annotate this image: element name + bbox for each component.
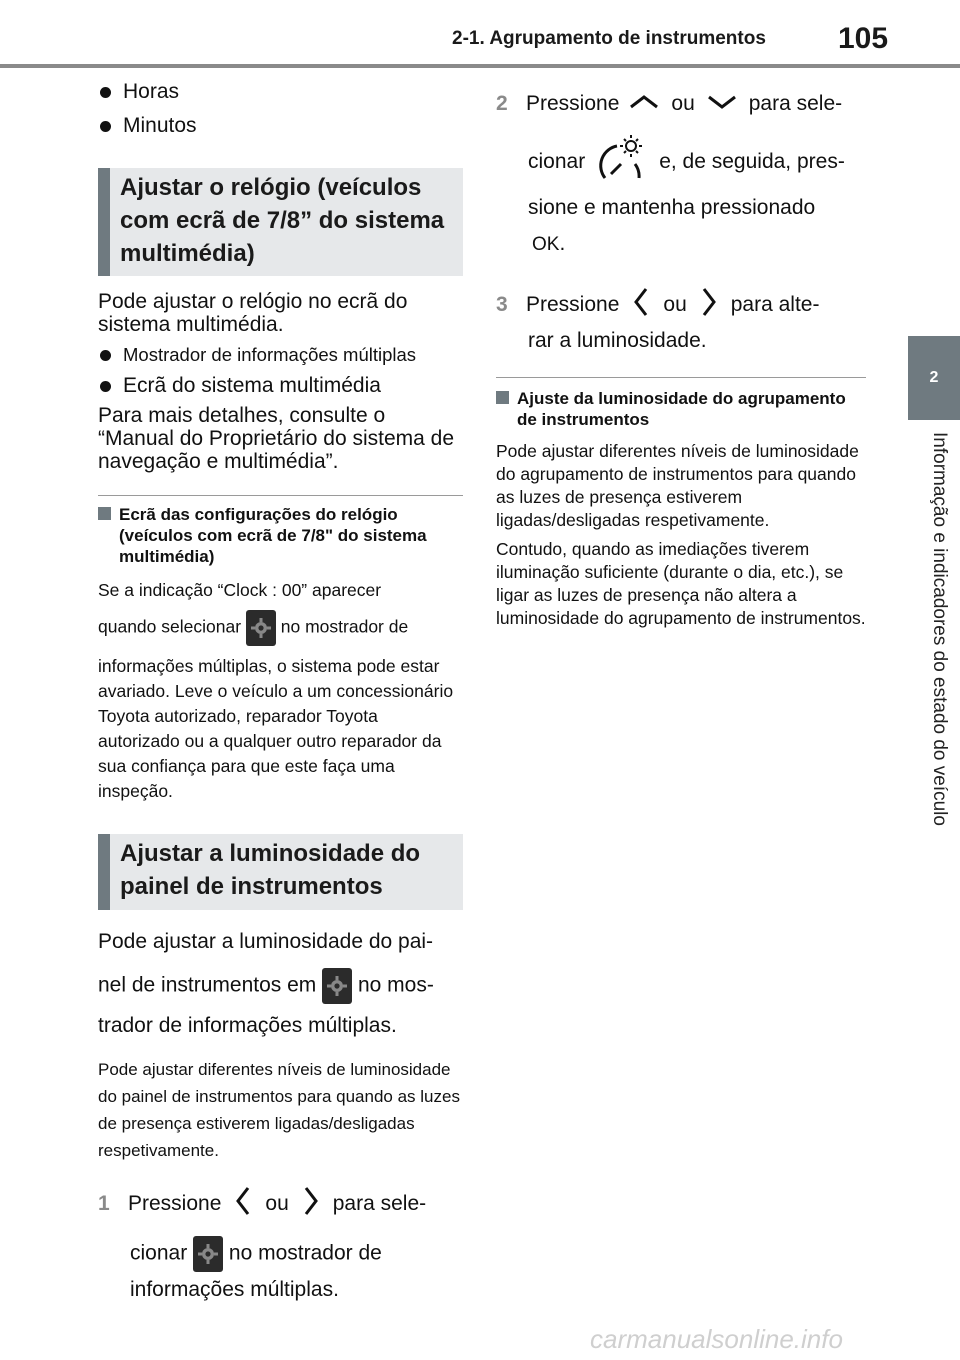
subsection-divider <box>98 495 463 496</box>
chevron-left-icon <box>235 1186 251 1222</box>
clock-warning-line-1: Se a indicação “Clock : 00” aparecer <box>98 580 382 600</box>
page-number: 105 <box>838 22 889 55</box>
subsection-heading-ecra-config: Ecrã das configurações do relógio (veículos com ecrã de 7/8" do sistema multimédia) <box>98 504 463 567</box>
square-marker-icon <box>98 507 111 520</box>
chevron-left-icon <box>633 287 649 323</box>
luminosidade-line-3: trador de informações múltiplas. <box>98 1014 397 1037</box>
step-2-line-3: sione e mantenha pressionado <box>528 196 816 219</box>
chevron-up-icon <box>629 92 659 116</box>
chevron-right-icon <box>701 287 717 323</box>
step-2-line-4: OK. <box>532 232 566 255</box>
section-heading-relogio: Ajustar o relógio (veículos com ecrã de 7/8” do sistema multimédia) <box>98 168 463 276</box>
step-number: 1 <box>98 1192 110 1215</box>
step-1-line-3: informações múltiplas. <box>130 1278 339 1301</box>
subsection-heading-ajuste: Ajuste da luminosidade do agrupamento de instrumentos <box>496 388 866 430</box>
right-column <box>496 88 866 630</box>
step-3: 3 Pressione ou para alte- <box>496 287 866 323</box>
bullet-ecra: Ecrã do sistema multimédia <box>100 374 463 398</box>
step-number: 2 <box>496 92 508 115</box>
step-1-line-2: cionar no mostrador de <box>130 1236 463 1272</box>
step-3-line-2: rar a luminosidade. <box>528 329 707 352</box>
luminosidade-line-1: Pode ajustar a luminosidade do pai- <box>98 930 434 953</box>
paragraph-ajuste-1: Pode ajustar diferentes níveis de luminosidade do agrupamento de instrumentos para quando as luzes de presença estiverem ligadas/desligadas respetivamente. <box>496 441 859 530</box>
settings-gear-icon <box>322 968 352 1004</box>
ok-button-icon: OK <box>532 234 560 255</box>
clock-warning-line-2: quando selecionar no mostrador de <box>98 610 463 646</box>
bullet-minutos: Minutos <box>100 114 463 138</box>
bullet-mostrador: Mostrador de informações múltiplas <box>100 344 463 366</box>
bullet-dot-icon <box>100 350 111 361</box>
step-2: 2 Pressione ou para sele- <box>496 92 843 115</box>
paragraph-relogio: Pode ajustar o relógio no ecrã do sistema multimédia. <box>98 290 408 336</box>
chapter-tab: 2 <box>908 336 960 420</box>
step-2-line-2: cionar e, de seguida, pres- <box>528 134 866 190</box>
step-number: 3 <box>496 293 508 316</box>
chevron-down-icon <box>707 92 737 116</box>
clock-warning-rest: informações múltiplas, o sistema pode estar avariado. Leve o veículo a um concessionário Toyota autorizado, reparador Toyota autorizado ou a qualquer outro reparador da sua confiança para que este faça uma inspeção. <box>98 656 454 801</box>
paragraph-niveis: Pode ajustar diferentes níveis de luminosidade do painel de instrumentos para quando as luzes de presença estiverem ligadas/desligadas respetivamente. <box>98 1060 460 1160</box>
header-divider <box>0 64 960 68</box>
square-marker-icon <box>496 391 509 404</box>
chevron-right-icon <box>303 1186 319 1222</box>
settings-gear-icon <box>193 1236 223 1272</box>
left-column <box>98 80 463 1302</box>
bullet-dot-icon <box>100 121 111 132</box>
subsection-divider <box>496 377 866 378</box>
chapter-title-vertical: Informação e indicadores do estado do veículo <box>929 432 950 826</box>
bullet-horas: Horas <box>100 80 463 104</box>
watermark: carmanualsonline.info <box>590 1324 843 1354</box>
section-heading-luminosidade: Ajustar a luminosidade do painel de instrumentos <box>98 834 463 910</box>
bullet-dot-icon <box>100 381 111 392</box>
luminosidade-line-2: nel de instrumentos em no mos- <box>98 968 463 1004</box>
paragraph-ajuste-2: Contudo, quando as imediações tiverem iluminação suficiente (durante o dia, etc.), se ligar as luzes de presença não altera a luminosidade do agrupamento de instrumentos. <box>496 539 866 628</box>
section-header-title: 2-1. Agrupamento de instrumentos <box>452 28 766 49</box>
step-1: 1 Pressione ou para sele- <box>98 1186 463 1222</box>
brightness-icon <box>597 134 647 190</box>
settings-gear-icon <box>246 610 276 646</box>
bullet-dot-icon <box>100 87 111 98</box>
paragraph-detalhes: Para mais detalhes, consulte o “Manual do Proprietário do sistema de navegação e multimédia”. <box>98 404 455 473</box>
